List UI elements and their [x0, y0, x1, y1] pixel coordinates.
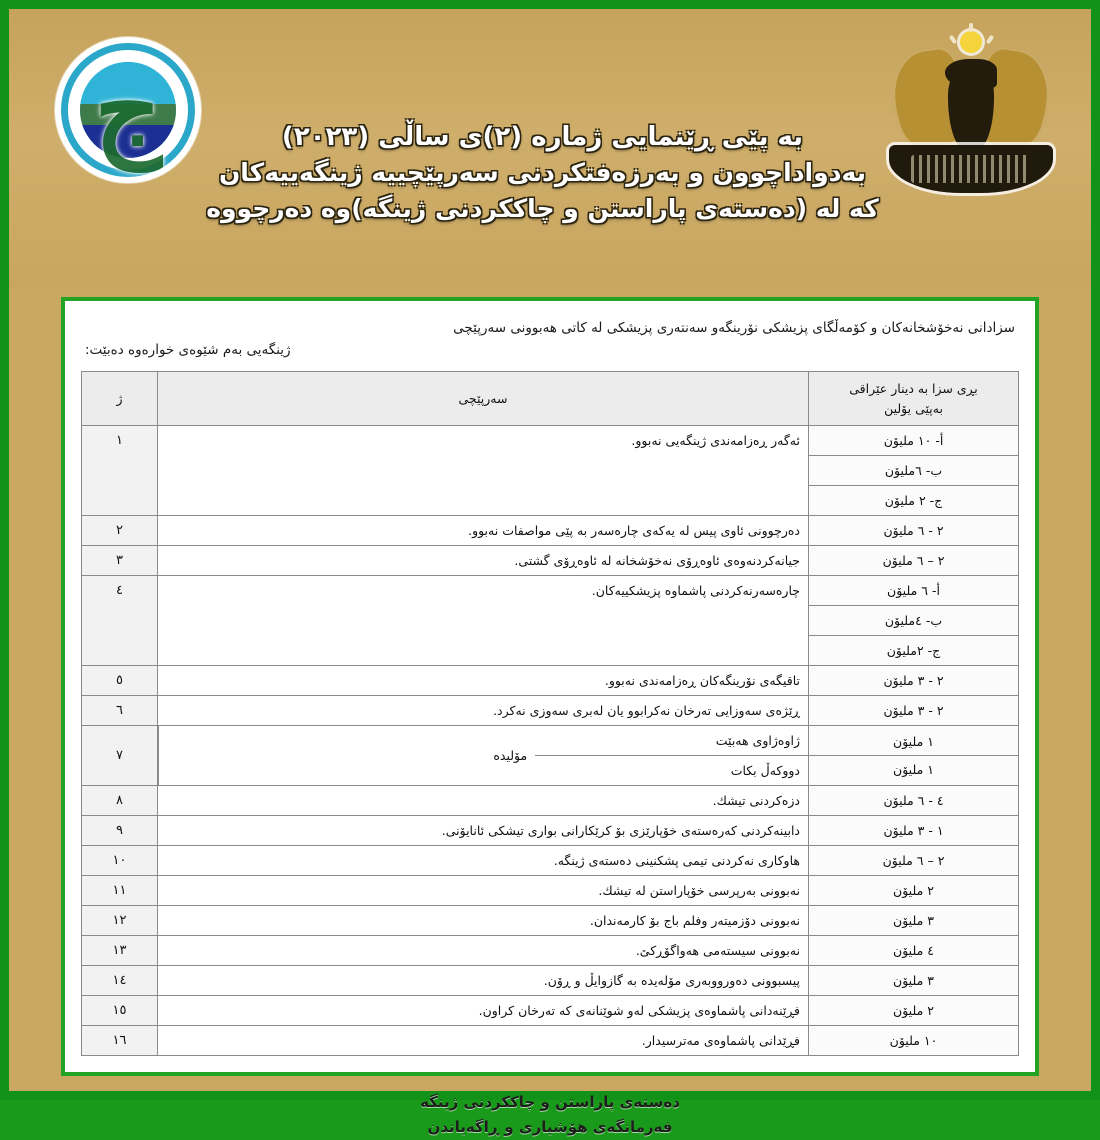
cell-row-number: ٦: [82, 696, 158, 726]
cell-amount: ٢ - ٦ ملیۆن: [809, 516, 1019, 546]
cell-amount: ٣ ملیۆن: [809, 906, 1019, 936]
cell-amount: أ- ٦ ملیۆن: [809, 576, 1019, 606]
cell-violation: جیانه‌كردنه‌وه‌ی ئاوه‌ڕۆی نه‌خۆشخانه‌ له‌ ئاوه‌ڕۆی گشتی.: [158, 546, 809, 576]
cell-row-number: ١٦: [82, 1026, 158, 1056]
table-row: [82, 906, 1019, 936]
table-row: [82, 786, 1019, 816]
table-row: [82, 516, 1019, 546]
cell-violation: فڕێنه‌دانی پاشماوه‌ی پزیشكی له‌و شوێنانه‌ی كه‌ ته‌رخان كراون.: [158, 996, 809, 1026]
cell-violation: دزه‌كردنی تیشك.: [158, 786, 809, 816]
cell-amount: ج- ٢ ملیۆن: [809, 486, 1019, 516]
table-row: [82, 1026, 1019, 1056]
title-line-3: كه‌ له‌ (ده‌سته‌ی پاراستن و چاككردنی ژینگه‌)وه‌ ده‌رچووه‌: [206, 194, 879, 223]
cell-amount: ٣ ملیۆن: [809, 966, 1019, 996]
cell-violation: ده‌رچوونی ئاوی پیس له‌ یه‌كه‌ی چاره‌سه‌ر به‌ پێی مواصفات نه‌بوو.: [158, 516, 809, 546]
cell-amount: ٢ - ٣ ملیۆن: [809, 696, 1019, 726]
cell-row-number: ٤: [82, 576, 158, 666]
violation-suboptions-table: [158, 726, 808, 785]
cell-amount: أ- ١٠ ملیۆن: [809, 426, 1019, 456]
amount-value: ١ ملیۆن: [893, 734, 934, 749]
table-row: [82, 996, 1019, 1026]
cell-violation: هاوكاری نه‌كردنی تیمی پشكنینی ده‌سته‌ی ژینگه‌.: [158, 846, 809, 876]
intro-paragraph: [81, 315, 1019, 371]
cell-violation: نه‌بوونی به‌رپرسی خۆپاراستن له‌ تیشك.: [158, 876, 809, 906]
table-row: [82, 696, 1019, 726]
cell-amount: ٢ - ٣ ملیۆن: [809, 666, 1019, 696]
cell-amount: ج- ٢ملیۆن: [809, 636, 1019, 666]
cell-amount: ١٠ ملیۆن: [809, 1026, 1019, 1056]
cell-amount: ١ - ٣ ملیۆن: [809, 816, 1019, 846]
cell-violation: ئه‌گه‌ر ڕه‌زامه‌ندی ژینگه‌یی نه‌بوو.: [158, 426, 809, 516]
intro-line-2: ژینگه‌یی به‌م شێوه‌ی خواره‌وه‌ ده‌بێت:: [85, 342, 291, 358]
table-row: [82, 876, 1019, 906]
cell-amount: ٢ ملیۆن: [809, 876, 1019, 906]
cell-amount: ٢ ملیۆن: [809, 996, 1019, 1026]
cell-violation: فڕێدانی پاشماوه‌ی مه‌ترسیدار.: [158, 1026, 809, 1056]
footer-line-2: فه‌رمانگه‌ی هۆشیاری و ڕاگه‌یاندن: [427, 1118, 673, 1136]
table-row: [82, 576, 1019, 606]
cell-row-number: ١٣: [82, 936, 158, 966]
cell-row-number: ١: [82, 426, 158, 516]
table-header-row: [82, 372, 1019, 426]
column-header-amount: [809, 372, 1019, 426]
cell-amount: ٢ – ٦ ملیۆن: [809, 546, 1019, 576]
cell-amount: ٢ – ٦ ملیۆن: [809, 846, 1019, 876]
table-body: [82, 426, 1019, 1056]
cell-violation: دابینه‌كردنی كه‌ره‌سته‌ی خۆپارێزی بۆ كرێكارانی بواری تیشكی ئانایۆنی.: [158, 816, 809, 846]
cell-row-number: ٧: [82, 726, 158, 786]
suboption-label: دووكه‌ڵ بكات: [535, 756, 808, 786]
table-row: [82, 426, 1019, 456]
cell-violation: ڕێژه‌ی سه‌وزایی ته‌رخان نه‌كرابوو یان له‌بری سه‌وزی نه‌كرد.: [158, 696, 809, 726]
cell-row-number: ٣: [82, 546, 158, 576]
sun-ray-icon: [969, 23, 973, 32]
footer: [9, 1090, 1091, 1140]
amount-value: ١ ملیۆن: [809, 755, 1018, 783]
cell-violation: پیسبوونی ده‌ورووبه‌ری مۆله‌یده‌ به‌ گازوایڵ و ڕۆن.: [158, 966, 809, 996]
cell-row-number: ١١: [82, 876, 158, 906]
table-head: [82, 372, 1019, 426]
cell-row-number: ٩: [82, 816, 158, 846]
intro-line-1: سزادانی نه‌خۆشخانه‌كان و كۆمه‌ڵگای پزیشكی نۆرینگه‌و سه‌نته‌ری پزیشكی له‌ كاتی هه‌بوونی سه‌رپێچی: [453, 320, 1015, 336]
table-row: [82, 846, 1019, 876]
cell-violation: چاره‌سه‌رنه‌كردنی پاشماوه‌ پزیشكییه‌كان.: [158, 576, 809, 666]
table-row: [82, 936, 1019, 966]
suboption-label: ژاوه‌ژاوی هه‌بێت: [715, 733, 800, 748]
content-card: [61, 297, 1039, 1076]
suboption-row: [159, 726, 809, 756]
cell-violation: تاقیگه‌ی نۆرینگه‌كان ڕه‌زامه‌ندی نه‌بوو.: [158, 666, 809, 696]
title-line-1: به‌ پێی ڕێنمایی ژماره‌ (٢)ی ساڵی (٢٠٢٣): [281, 122, 804, 152]
header-banner: [9, 9, 1091, 289]
table-row: [82, 546, 1019, 576]
table-row: [82, 966, 1019, 996]
cell-amount: ب- ٤ملیۆن: [809, 606, 1019, 636]
column-header-violation: سه‌رپێچی: [158, 372, 809, 426]
cell-amount: [809, 726, 1019, 786]
sanctions-table: [81, 371, 1019, 1056]
cell-row-number: ٨: [82, 786, 158, 816]
table-row: [82, 726, 1019, 786]
cell-violation: نه‌بوونی دۆزمیته‌ر وفلم باج بۆ كارمه‌ندان.: [158, 906, 809, 936]
column-header-amount-line2: به‌پێی یۆلین: [884, 400, 943, 416]
page-title: [144, 119, 941, 227]
cell-row-number: ١٢: [82, 906, 158, 936]
cell-row-number: ١٤: [82, 966, 158, 996]
cell-row-number: ٢: [82, 516, 158, 546]
table-row: [82, 816, 1019, 846]
cell-amount: ٤ ملیۆن: [809, 936, 1019, 966]
column-header-number: ژ: [82, 372, 158, 426]
cell-row-number: ١٠: [82, 846, 158, 876]
footer-line-1: ده‌سته‌ی پاراستن و چاككردنی ژینگه‌: [420, 1093, 680, 1111]
cell-violation: نه‌بوونی سیسته‌می هه‌واگۆڕكێ.: [158, 936, 809, 966]
cell-amount: ب- ٦ملیۆن: [809, 456, 1019, 486]
cell-row-number: ١٥: [82, 996, 158, 1026]
column-header-amount-line1: بڕی سزا به‌ دینار عێراقی: [849, 380, 978, 396]
cell-violation: [158, 726, 809, 786]
table-row: [82, 666, 1019, 696]
logo-monogram-icon: ج: [94, 48, 162, 171]
cell-amount: ٤ - ٦ ملیۆن: [809, 786, 1019, 816]
title-line-2: به‌دواداچوون و به‌رزه‌فتكردنی سه‌رپێچییه‌ ژینگه‌ییه‌كان: [218, 158, 867, 187]
cell-row-number: ٥: [82, 666, 158, 696]
violation-label: مۆلیده‌: [159, 726, 536, 785]
